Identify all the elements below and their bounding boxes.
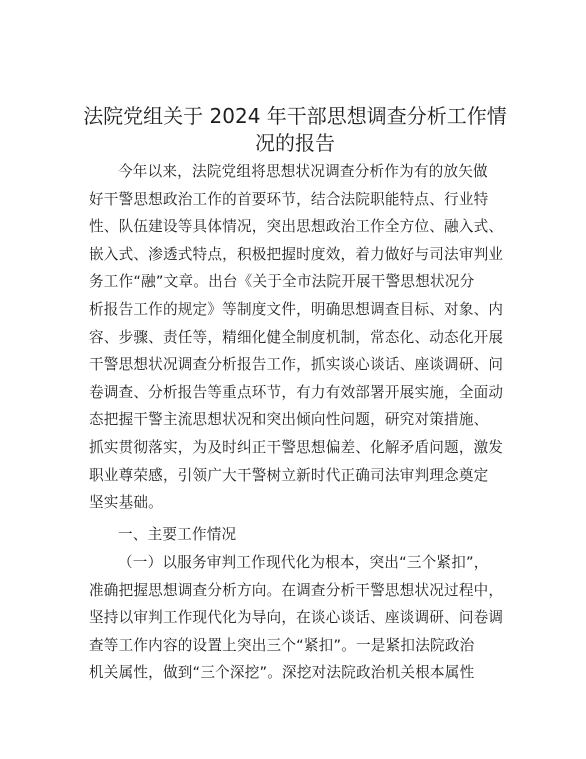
paragraph-line: 嵌入式、渗透式特点，积极把握时度效，着力做好与司法审判业 (89, 245, 504, 263)
title-line: 况的报告 (255, 131, 335, 155)
paragraph-line: 坚持以审判工作现代化为导向，在谈心谈话、座谈调研、问卷调 (89, 609, 504, 627)
paragraph-line: 准确把握思想调查分析方向。在调查分析干警思想状况过程中， (89, 581, 504, 599)
paragraph-line: 今年以来，法院党组将思想状况调查分析作为有的放矢做 (118, 163, 488, 180)
paragraph-line: 抓实贯彻落实，为及时纠正干警思想偏差、化解矛盾问题，激发 (89, 438, 504, 456)
paragraph-line: 坚实基础。 (89, 494, 163, 512)
paragraph-line: 干警思想状况调查分析报告工作，抓实谈心谈话、座谈调研、问 (89, 356, 504, 374)
document-title (80, 103, 510, 157)
section-heading (89, 521, 236, 549)
title-line: 法院党组关于 2024 年干部思想调查分析工作情 (83, 104, 507, 128)
section-heading-text: 一、主要工作情况 (118, 526, 237, 543)
paragraph-line: 态把握干警主流思想状况和突出倾向性问题，研究对策措施、 (89, 411, 489, 429)
paragraph-line: 容、步骤、责任等，精细化健全制度机制，常态化、动态化开展 (89, 328, 504, 346)
paragraph-line: 查等工作内容的设置上突出三个“紧扣”。一是紧扣法院政治 (89, 636, 475, 654)
paragraph-line: （一）以服务审判工作现代化为根本，突出“三个紧扣”， (118, 554, 489, 571)
paragraph-line: 职业尊荣感，引领广大干警树立新时代正确司法审判理念奠定 (89, 466, 489, 484)
section1-paragraph (89, 549, 503, 687)
paragraph-line: 析报告工作的规定》等制度文件，明确思想调查目标、对象、内 (89, 300, 504, 318)
intro-paragraph (89, 158, 503, 517)
paragraph-line: 机关属性，做到“三个深挖”。深挖对法院政治机关根本属性 (89, 664, 475, 682)
paragraph-line: 性、队伍建设等具体情况，突出思想政治工作全方位、融入式、 (89, 218, 504, 236)
paragraph-line: 务工作“融”文章。出台《关于全市法院开展干警思想状况分 (89, 273, 475, 291)
paragraph-line: 卷调查、分析报告等重点环节，有力有效部署开展实施，全面动 (89, 383, 504, 401)
paragraph-line: 好干警思想政治工作的首要环节，结合法院职能特点、行业特 (89, 190, 489, 208)
